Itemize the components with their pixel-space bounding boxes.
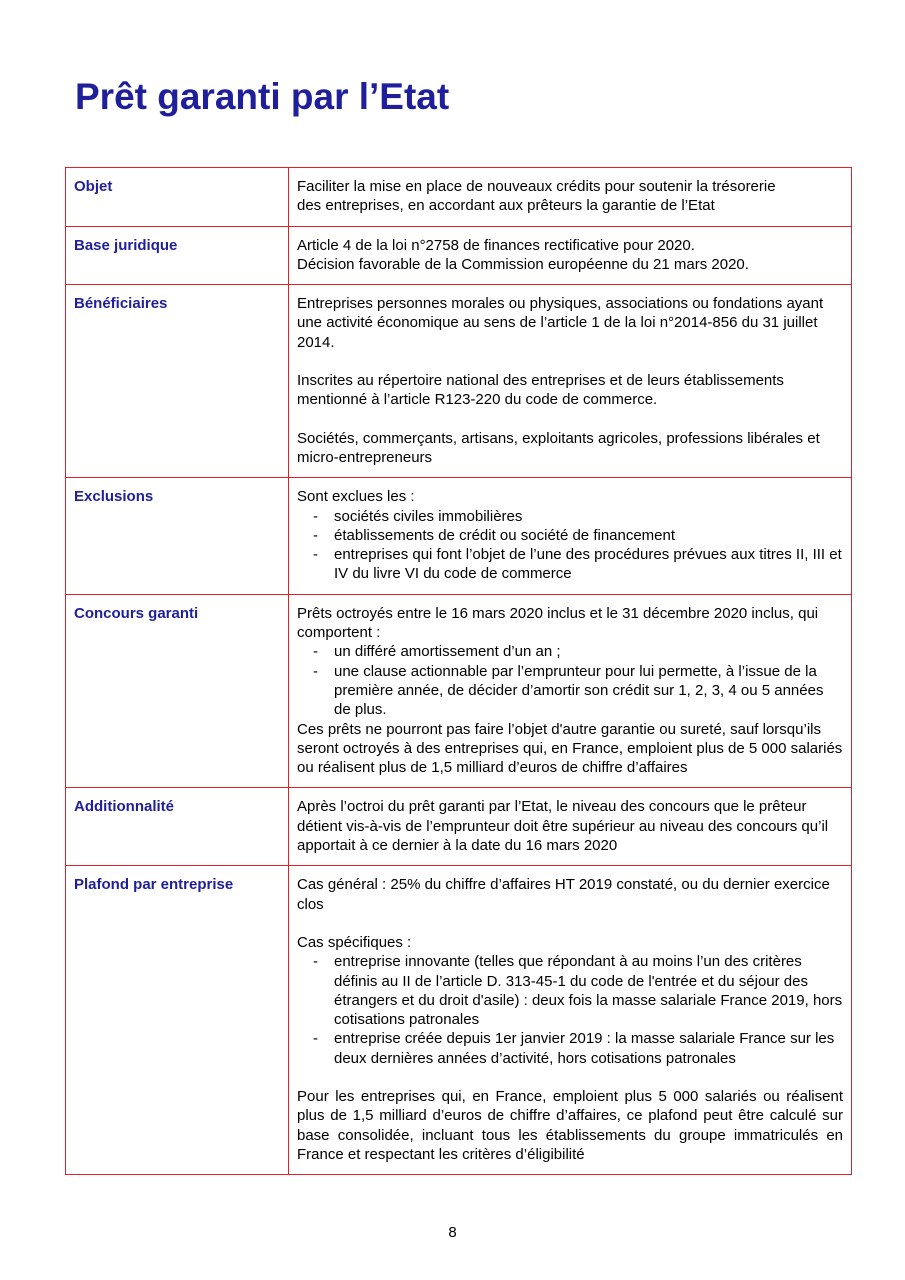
table-row [66,478,852,594]
row-label-base-juridique: Base juridique [66,226,289,285]
exclusions-list [297,507,843,584]
row-label-objet: Objet [66,168,289,227]
plafond-specific-intro: Cas spécifiques : [297,933,412,951]
list-item: - entreprises qui font l’objet de l’une des procédures prévues aux titres II, III et IV du livre VI du code de commerce [297,545,843,584]
beneficiaires-paragraph: Inscrites au répertoire national des entreprises et de leurs établissements mentionné à l’article R123-220 du code de commerce. [297,372,784,409]
row-label-beneficiaires: Bénéficiaires [66,285,289,478]
row-content-additionnalite [289,788,852,866]
base-juridique-line: Décision favorable de la Commission européenne du 21 mars 2020. [297,255,749,273]
plafond-general: Cas général : 25% du chiffre d’affaires HT 2019 constaté, ou du dernier exercice clos [297,876,830,913]
table-row [66,594,852,788]
list-item: - un différé amortissement d’un an ; [297,642,843,661]
base-juridique-line: Article 4 de la loi n°2758 de finances rectificative pour 2020. [297,236,695,254]
table-row [66,226,852,285]
list-item: - sociétés civiles immobilières [297,507,843,526]
list-item: - entreprise innovante (telles que répondant à au moins l’un des critères définis au II de l’article D. 313-45-1 du code de l'entrée et du séjour des étrangers et du droit d'asile) : deux fois la masse salariale France 2019, hors cotisations patronales [297,952,843,1029]
list-item: - établissements de crédit ou société de financement [297,526,843,545]
plafond-final: Pour les entreprises qui, en France, emploient plus 5 000 salariés ou réalisent plus de 1,5 milliard d’euros de chiffre d’affaires, ce plafond peut être calculé sur base consolidée, incluant tous les établissements du groupe immatriculés en France et respectant les critères d’éligibilité [297,1087,843,1163]
concours-outro: Ces prêts ne pourront pas faire l’objet d'autre garantie ou sureté, sauf lorsqu’ils seront octroyés à des entreprises qui, en France, emploient plus de 5 000 salariés ou réalisent plus de 1,5 milliard d’euros de chiffre d’affaires [297,720,843,777]
row-content-objet [289,168,852,227]
row-content-exclusions [289,478,852,594]
additionnalite-text: Après l’octroi du prêt garanti par l’Etat, le niveau des concours que le prêteur détient vis-à-vis de l’emprunteur doit être supérieur au niveau des concours qu’il apportait à ce dernier à la date du 16 mars 2020 [297,798,829,855]
row-label-concours-garanti: Concours garanti [66,594,289,788]
concours-intro: Prêts octroyés entre le 16 mars 2020 inclus et le 31 décembre 2020 inclus, qui comportent : [297,604,819,642]
list-item: - entreprise créée depuis 1er janvier 2019 : la masse salariale France sur les deux dernières années d’activité, hors cotisations patronales [297,1029,843,1068]
concours-list [297,642,843,719]
row-content-concours-garanti [289,594,852,788]
page-number: 8 [448,1224,457,1241]
table-row [66,285,852,478]
objet-line: Faciliter la mise en place de nouveaux crédits pour soutenir la trésorerie [297,178,776,195]
row-content-base-juridique [289,226,852,285]
table-row [66,788,852,866]
row-content-beneficiaires [289,285,852,478]
beneficiaires-paragraph: Entreprises personnes morales ou physiques, associations ou fondations ayant une activité économique au sens de l’article 1 de la loi n°2014-856 du 31 juillet 2014. [297,295,824,351]
row-label-additionnalite: Additionnalité [66,788,289,866]
objet-line: des entreprises, en accordant aux prêteurs la garantie de l’Etat [297,197,715,215]
plafond-list [297,952,843,1068]
table-row [66,866,852,1175]
beneficiaires-paragraph: Sociétés, commerçants, artisans, exploitants agricoles, professions libérales et micro-entrepreneurs [297,429,820,466]
row-label-exclusions: Exclusions [66,478,289,594]
table-row [66,168,852,227]
list-item: - une clause actionnable par l’emprunteur pour lui permette, à l’issue de la première année, de décider d’amortir son crédit sur 1, 2, 3, 4 ou 5 années de plus. [297,662,843,720]
page-title: Prêt garanti par l’Etat [75,76,450,117]
row-label-plafond: Plafond par entreprise [66,866,289,1175]
pge-info-table [65,167,852,1175]
row-content-plafond [289,866,852,1175]
exclusions-intro: Sont exclues les : [297,488,415,506]
